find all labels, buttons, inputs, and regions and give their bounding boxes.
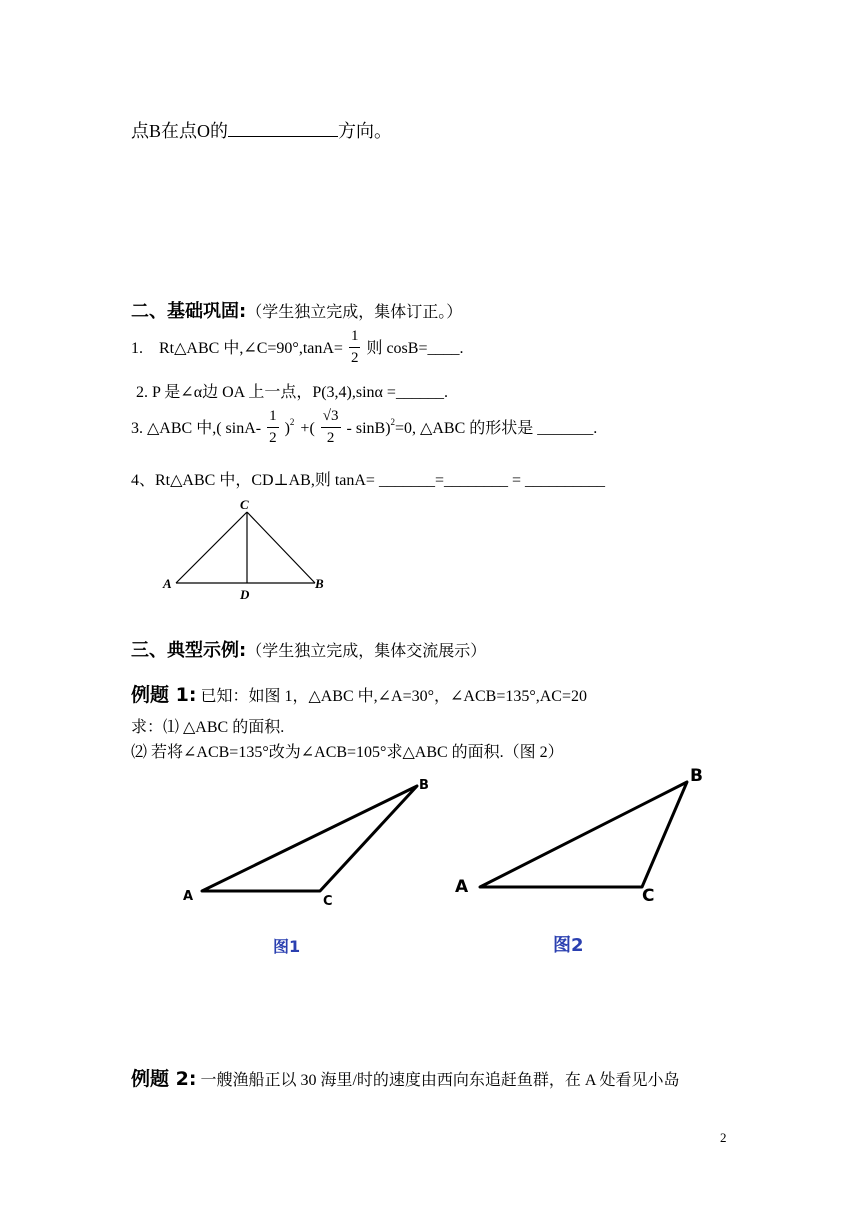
question-4: 4、Rt△ABC 中，CD⊥AB,则 tanA= _______=________ = __________ bbox=[131, 472, 605, 489]
example-1-label: 例题 1: bbox=[131, 684, 197, 706]
fraction-half: $\frac{1}{2}$ bbox=[350, 328, 359, 366]
q1-text-b: 则 cosB=____. bbox=[366, 340, 464, 358]
q3-text-a: 3. △ABC 中,( sinA- bbox=[131, 420, 262, 438]
section2-heading bbox=[131, 297, 462, 323]
q3-text-e: =0, △ABC 的形状是 _______. bbox=[395, 420, 598, 438]
question-3 bbox=[131, 408, 598, 448]
label-D: D bbox=[240, 587, 250, 602]
section3-heading bbox=[131, 636, 486, 662]
figure-2-caption: 图2 bbox=[553, 935, 584, 956]
top-line-text-a: 点B在点O的 bbox=[131, 121, 229, 141]
section3-title: 三、典型示例: bbox=[131, 640, 247, 661]
q3-text-b: ) bbox=[284, 420, 290, 438]
label-C: C bbox=[240, 497, 249, 512]
fraction-half: $\frac{1}{2}$ bbox=[269, 408, 277, 446]
fig1-label-C: C bbox=[323, 894, 333, 909]
example-2-label: 例题 2: bbox=[131, 1068, 197, 1090]
q3-exponent-2: 2 bbox=[390, 417, 396, 428]
q1-text-a: 1. Rt△ABC 中,∠C=90°,tanA= bbox=[131, 340, 343, 358]
example-1-q2: ⑵ 若将∠ACB=135°改为∠ACB=105°求△ABC 的面积.（图 2） bbox=[131, 744, 564, 761]
fig2-label-C: C bbox=[642, 886, 655, 906]
top-line bbox=[131, 117, 392, 143]
figure-1 bbox=[175, 770, 445, 960]
figure-2 bbox=[450, 760, 720, 950]
question-2: 2. P 是∠α边 OA 上一点，P(3,4),sinα =______. bbox=[136, 384, 448, 401]
example-1-text: 已知：如图 1，△ABC 中,∠A=30°，∠ACB=135°,AC=20 bbox=[200, 688, 588, 705]
q3-text-d: - sinB) bbox=[346, 420, 391, 438]
section2-title: 二、基础巩固: bbox=[131, 301, 247, 322]
top-line-text-b: 方向。 bbox=[338, 121, 393, 141]
section2-note: （学生独立完成，集体订正。） bbox=[246, 304, 463, 321]
fig2-label-B: B bbox=[690, 766, 703, 786]
question-1 bbox=[131, 328, 464, 368]
fig2-label-A: A bbox=[455, 877, 469, 897]
example-1-q1: 求：⑴ △ABC 的面积. bbox=[131, 719, 285, 736]
fig1-label-A: A bbox=[183, 889, 194, 904]
section3-note: （学生独立完成，集体交流展示） bbox=[246, 643, 487, 660]
label-B: B bbox=[315, 576, 324, 591]
example-2-line bbox=[131, 1064, 680, 1091]
fig1-label-B: B bbox=[419, 778, 429, 793]
page-number: 2 bbox=[720, 1130, 727, 1145]
label-A: A bbox=[163, 576, 172, 591]
example-2-text: 一艘渔船正以 30 海里/时的速度由西向东追赶鱼群，在 A 处看见小岛 bbox=[200, 1072, 680, 1089]
q3-exponent-1: 2 bbox=[289, 417, 295, 428]
fraction-sqrt3-half: $\frac{√3}{2}$ bbox=[322, 408, 339, 446]
right-triangle-figure bbox=[155, 495, 335, 605]
q3-text-c: +( bbox=[300, 420, 315, 438]
answer-blank bbox=[228, 118, 338, 137]
example-1-line bbox=[131, 680, 587, 707]
figure-1-caption: 图1 bbox=[273, 937, 301, 956]
